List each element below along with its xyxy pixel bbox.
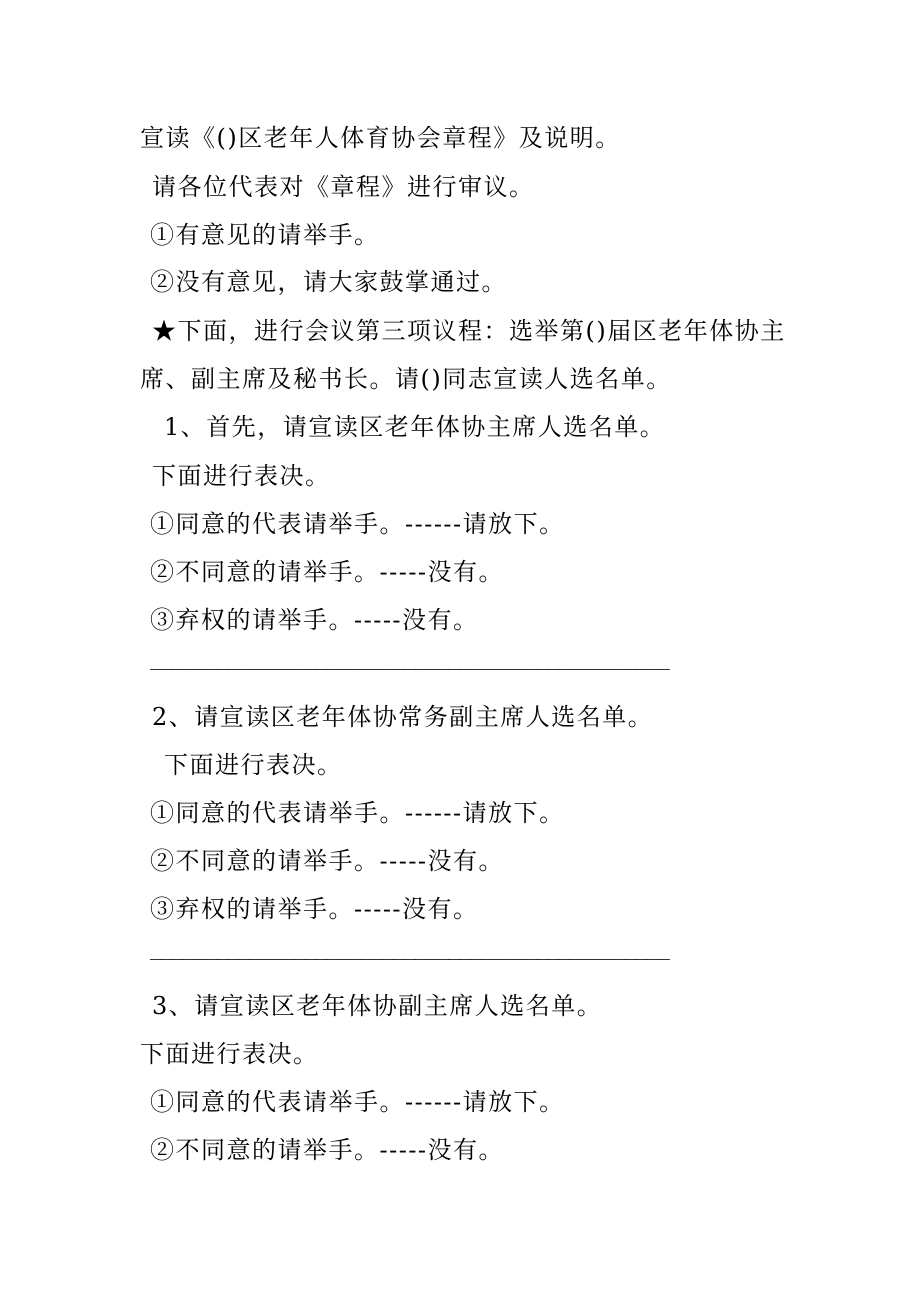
text-line: ②不同意的请举手。-----没有。 — [150, 558, 505, 586]
text-line: 宣读《()区老年人体育协会章程》及说明。 — [140, 124, 621, 152]
text-line: ②不同意的请举手。-----没有。 — [150, 1136, 505, 1164]
text-line: ②没有意见，请大家鼓掌通过。 — [150, 268, 507, 296]
text-line: 2、请宣读区老年体协常务副主席人选名单。 — [152, 703, 654, 731]
text-line: ①同意的代表请举手。------请放下。 — [150, 799, 565, 827]
text-line: ②不同意的请举手。-----没有。 — [150, 847, 505, 875]
text-line: 席、副主席及秘书长。请()同志宣读人选名单。 — [140, 365, 672, 393]
text-line: ①同意的代表请举手。------请放下。 — [150, 510, 565, 538]
text-line: ③弃权的请举手。-----没有。 — [150, 606, 479, 634]
text-line: 下面进行表决。 — [164, 751, 343, 779]
text-line: ①有意见的请举手。 — [150, 221, 380, 249]
separator-line: _______________________________________________ — [150, 936, 669, 960]
text-line: 1、首先，请宣读区老年体协主席人选名单。 — [164, 413, 666, 441]
text-line: 下面进行表决。 — [152, 462, 331, 490]
text-line: 下面进行表决。 — [140, 1040, 319, 1068]
text-line: ①同意的代表请举手。------请放下。 — [150, 1088, 565, 1116]
separator-line: _______________________________________________ — [150, 646, 669, 670]
text-line: 请各位代表对《章程》进行审议。 — [152, 173, 535, 201]
text-line: 3、请宣读区老年体协副主席人选名单。 — [152, 992, 603, 1020]
text-line: ★下面，进行会议第三项议程：选举第()届区老年体协主 — [152, 317, 786, 345]
text-line: ③弃权的请举手。-----没有。 — [150, 895, 479, 923]
